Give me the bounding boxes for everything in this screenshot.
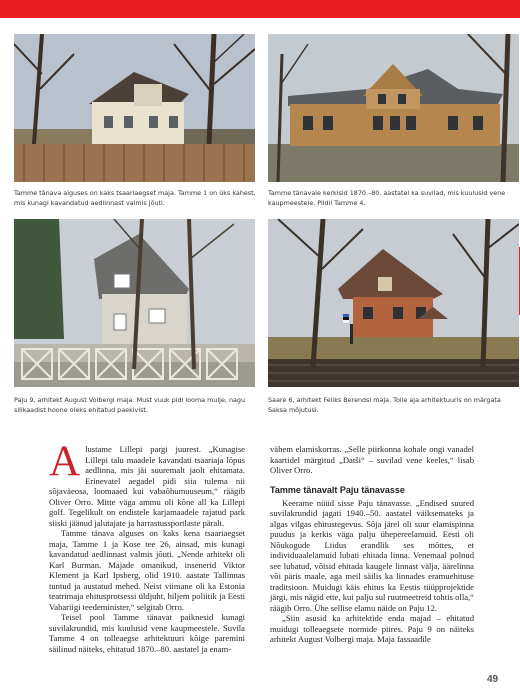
article-paragraph: Keerame nüüd sisse Paju tänavasse. „Endised suured suvilakrundid jagati 1940.–50. aastatel väiksemateks ja algas vilgas ehitustegevus. Sõja järel oli suur elamispinna puudus ja kerkis väga palju ühepereelamuid. Eesti oli Nõukogude Liidus erandlik ses mõttes, et individuaalelamuid lubati ehitada linna. Venemaal polnud see lubatud, võisid ehitada kaugele linnast välja, äärelinna või päris maale, aga meil säilis ka linnades eramuehituse traditsioon. Muidugi käis ehitus ka Eestis tüüpprojektide järgi, mis nägid ette, kui palju sul ruutmeetreid tohtis olla,“ räägib Orro. Ühe sellise elamu näide on Paju 12. [270,497,474,613]
photo-tamme-4 [268,34,519,182]
article-paragraph: „Siin asusid ka arhitektide enda majad – ehitatud muidugi tolleaegsete normide piires. Paju 9 on näiteks arhitekt August Volbergi maja. Maja fassaadile [270,613,474,644]
photo-tamme-1 [14,34,255,182]
photo-caption-tamme-4: Tamme tänavale kerkisid 1870.–80. aastatel ka suvilad, mis kuulusid vene kaupmeestele. Pildil Tamme 4. [268,189,506,207]
article-paragraph: Tamme tänava alguses on kaks kena tsaariaegset maja, Tamme 1 ja Kose tee 26, ainsad, mis kunagi kavandatud aedlinnast valmis jõuti. „Nende arhitekt oli Karl Burman. Majade omanikud, insenerid Viktor Klement ja Karl Ipsberg, olid 1910. aastate Tallinnas tuntud ja austatud mehed. Neist viimane oli ka Estonia teatrimaja ehitusprotsessi üldjuht, hiljem poliitik ja Eesti Vabariigi teedeminister,“ selgitab Orro. [49,528,245,612]
article-column-left [49,438,245,654]
photo-caption-paju-9: Paju 9, arhitekt August Volbergi maja. Must vuuk pidi looma mulje, nagu silikaadist hoone oleks ehitatud paekivist. [14,396,246,414]
article-paragraph [49,438,245,528]
article-paragraph: Teisel pool Tamme tänavat paiknesid kunagi suvilakrundid, mis kuulusid vene kaupmeestele. Suvila Tamme 4 on tolleaegse arhitektuuri kõige paremini säilinud näiteks, ehitatud 1870.–80. aastatel ja enam- [49,612,245,654]
photo-caption-tamme-1: Tamme tänava alguses on kaks tsaariaegset maja. Tamme 1 on üks kahest, mis kunagi kavandatud aedlinnast valmis jõuti. [14,189,256,207]
drop-cap: A [49,438,81,485]
article-paragraph-text: lustame Lillepi pargi juurest. „Kunagise Lillepi talu maadele kavandati tsaariaja lõpus aedlinna, mis jäi suuremalt jaolt ehitamata. Erinevatel aegadel pidi siia tulema nii sõjaväeosa, loomaaed kui vabaõhumuuseum,“ räägib Oliver Orro. Mitte väga ammu oli kõne all ka Lillepi golf. Tegelikult on endistele karjamaadele rajatud park siiski jäänud jalutajate ja harrastussportlaste päralt. [49,444,245,528]
photo-caption-saare-6: Saare 6, arhitekt Feliks Berendsi maja. Tolle aja arhitektuuris on märgata Saksa mõjutusi. [268,396,501,414]
article-paragraph: vähem elamiskorras. „Selle piirkonna kohale ongi vanadel kaartidel märgitud „Datši“ – suvilad vene keeles,“ lisab Oliver Orro. [270,444,474,475]
top-accent-bar [0,0,520,18]
photo-paju-9 [14,219,255,387]
page-number: 49 [487,674,499,685]
section-subheading: Tamme tänavalt Paju tänavasse [270,484,405,495]
article-column-right [270,444,474,645]
photo-saare-6 [268,219,519,387]
